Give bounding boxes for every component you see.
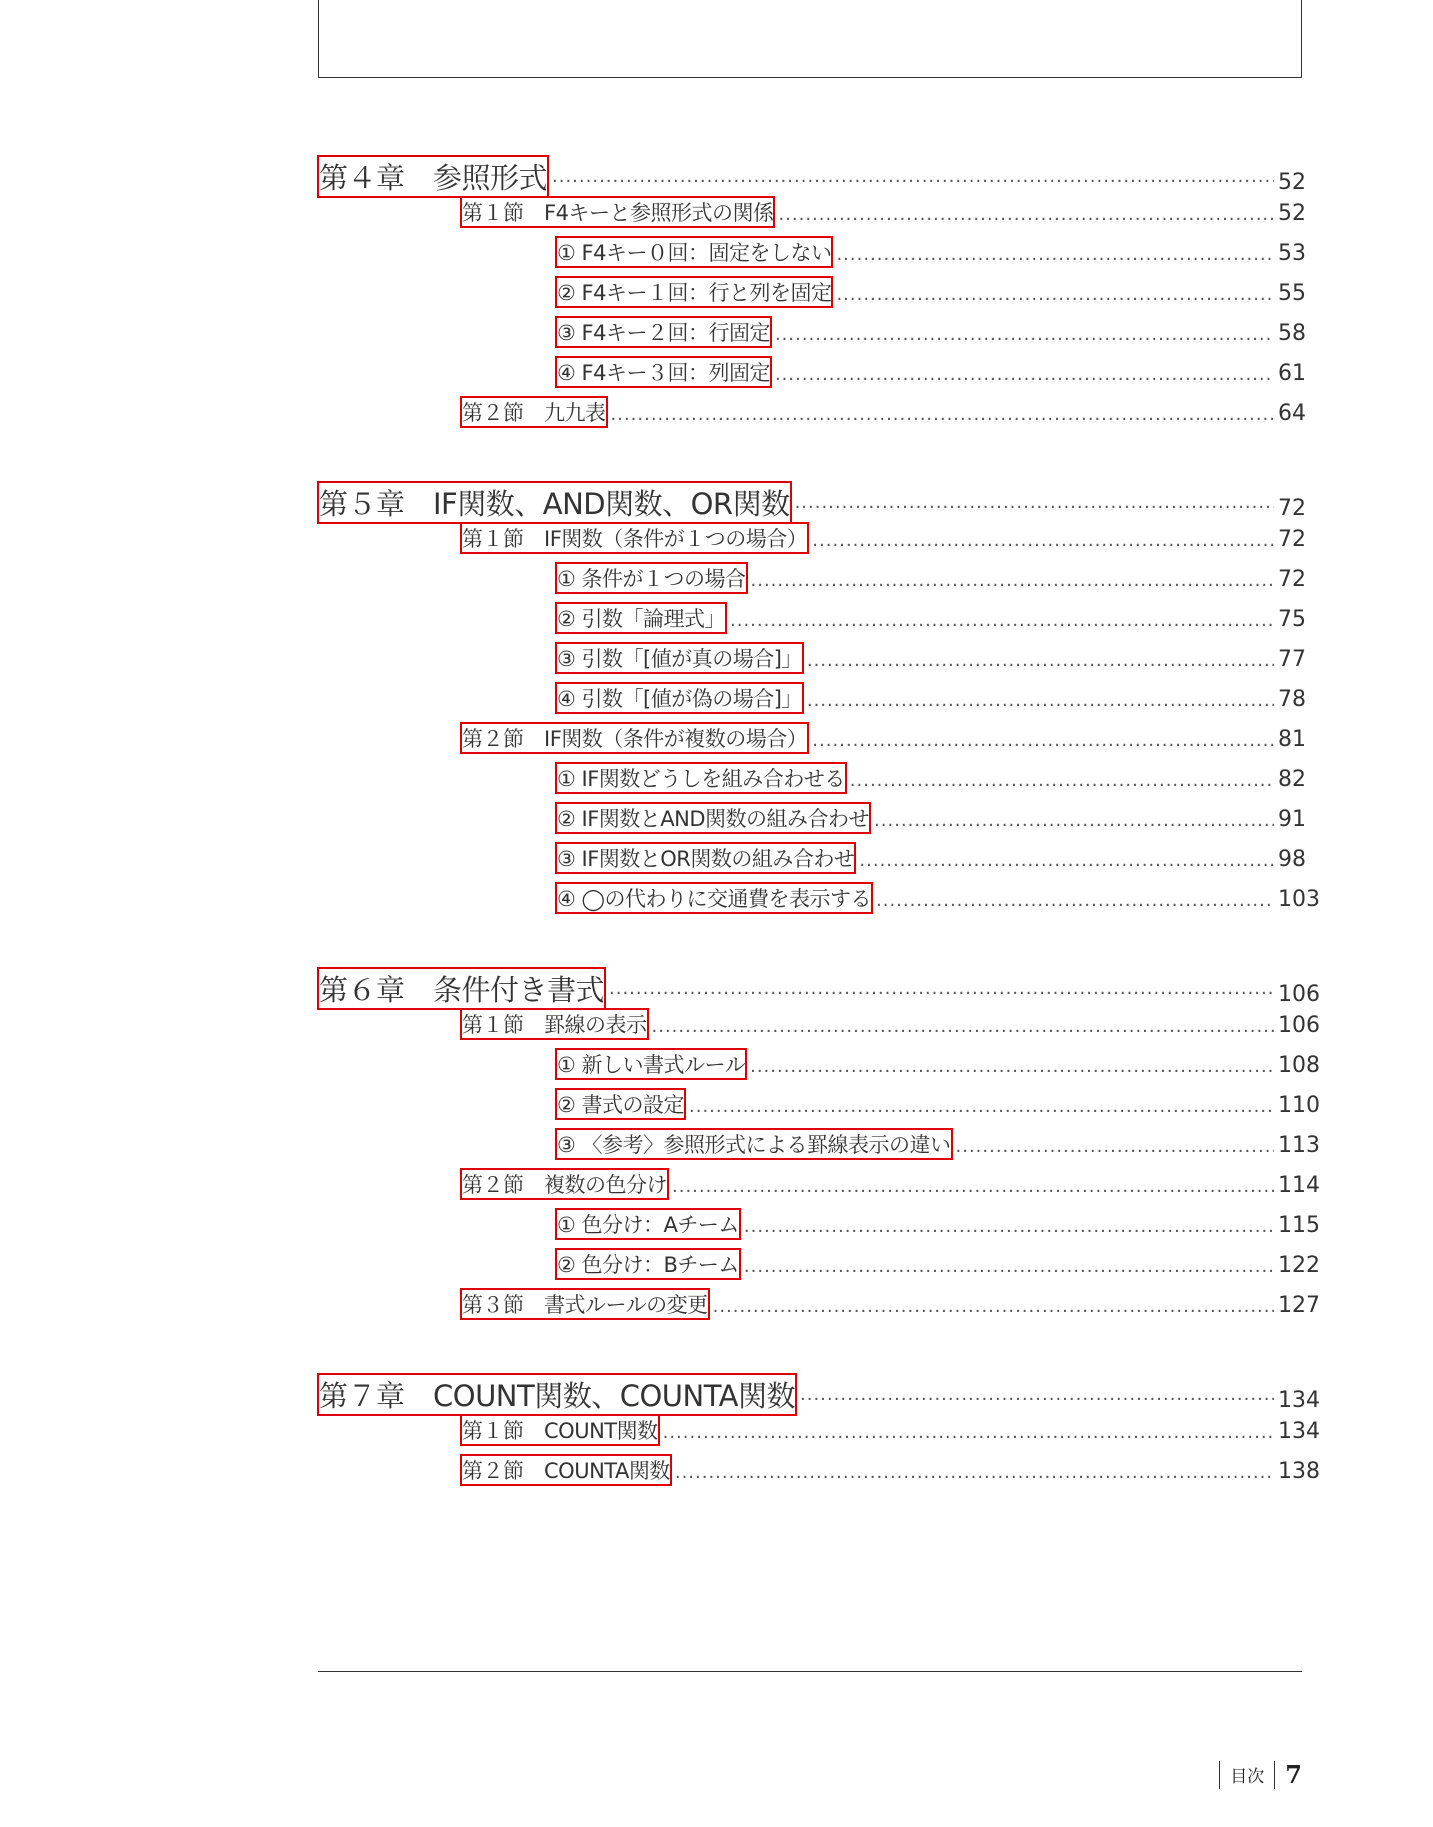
dot-leader	[689, 1096, 1274, 1117]
toc-item-page: 122	[1278, 1253, 1320, 1278]
dot-leader	[730, 610, 1274, 631]
toc-item[interactable]	[318, 277, 1306, 317]
toc-section-page: 134	[1278, 1419, 1320, 1444]
toc-chapter-page: 106	[1278, 982, 1320, 1007]
toc-item-title[interactable]: ② 引数「論理式」	[556, 603, 726, 633]
chapter-group	[318, 1373, 1320, 1495]
toc-chapter-title[interactable]: 第６章 条件付き書式	[318, 968, 605, 1009]
toc-section[interactable]	[318, 1415, 1320, 1455]
toc-item-page: 75	[1278, 607, 1306, 632]
toc-section-page: 106	[1278, 1013, 1320, 1038]
toc-item[interactable]	[318, 603, 1306, 643]
toc-chapter[interactable]	[318, 967, 1320, 1009]
dot-leader	[795, 492, 1274, 513]
toc-section-title[interactable]: 第１節 F4キーと参照形式の関係	[461, 197, 774, 227]
header-box	[318, 0, 1302, 78]
dot-leader	[850, 770, 1274, 791]
toc-item-title[interactable]: ② F4キー１回：行と列を固定	[556, 277, 832, 307]
footer-divider	[1274, 1761, 1275, 1789]
dot-leader	[611, 404, 1275, 425]
toc-section-title[interactable]: 第２節 複数の色分け	[461, 1169, 668, 1199]
footer-label: 目次	[1230, 1767, 1265, 1787]
toc-item-title[interactable]: ② 書式の設定	[556, 1089, 685, 1119]
dot-leader	[876, 890, 1274, 911]
toc-chapter-page: 52	[1278, 170, 1306, 195]
toc-item[interactable]	[318, 1049, 1320, 1089]
dot-leader	[744, 1216, 1274, 1237]
toc-item-page: 55	[1278, 281, 1306, 306]
dot-leader	[552, 166, 1274, 187]
toc-item-title[interactable]: ③ 引数「[値が真の場合]」	[556, 643, 803, 673]
dot-leader	[652, 1016, 1275, 1037]
toc-item[interactable]	[318, 237, 1306, 277]
toc-item-title[interactable]: ④ F4キー３回：列固定	[556, 357, 771, 387]
toc-item-title[interactable]: ② 色分け：Bチーム	[556, 1249, 740, 1279]
dot-leader	[800, 1384, 1274, 1405]
toc-chapter[interactable]	[318, 155, 1306, 197]
toc-chapter-title[interactable]: 第４章 参照形式	[318, 156, 548, 197]
table-of-contents	[318, 155, 1320, 1539]
toc-item[interactable]	[318, 643, 1306, 683]
footer-divider	[1219, 1761, 1220, 1789]
chapter-group	[318, 481, 1320, 923]
toc-item-title[interactable]: ③ IF関数とOR関数の組み合わせ	[556, 843, 855, 873]
toc-item-page: 53	[1278, 241, 1306, 266]
toc-section[interactable]	[318, 1009, 1320, 1049]
chapter-group	[318, 967, 1320, 1329]
dot-leader	[874, 810, 1274, 831]
toc-item-title[interactable]: ③ F4キー２回：行固定	[556, 317, 771, 347]
dot-leader	[750, 1056, 1274, 1077]
toc-section[interactable]	[318, 723, 1306, 763]
dot-leader	[807, 690, 1274, 711]
toc-item-title[interactable]: ① 色分け：Aチーム	[556, 1209, 740, 1239]
toc-section[interactable]	[318, 1169, 1320, 1209]
dot-leader	[836, 244, 1274, 265]
dot-leader	[744, 1256, 1274, 1277]
toc-section[interactable]	[318, 197, 1306, 237]
dot-leader	[713, 1296, 1274, 1317]
toc-item[interactable]	[318, 563, 1306, 603]
dot-leader	[812, 530, 1274, 551]
toc-section-title[interactable]: 第２節 IF関数（条件が複数の場合）	[461, 723, 808, 753]
toc-item-page: 77	[1278, 647, 1306, 672]
toc-item-page: 110	[1278, 1093, 1320, 1118]
toc-item[interactable]	[318, 803, 1306, 843]
toc-item-title[interactable]: ① F4キー０回：固定をしない	[556, 237, 832, 267]
toc-item[interactable]	[318, 317, 1306, 357]
toc-item-title[interactable]: ② IF関数とAND関数の組み合わせ	[556, 803, 870, 833]
toc-item-page: 113	[1278, 1133, 1320, 1158]
toc-item-page: 115	[1278, 1213, 1320, 1238]
toc-section-page: 127	[1278, 1293, 1320, 1318]
toc-section-title[interactable]: 第３節 書式ルールの変更	[461, 1289, 709, 1319]
toc-item[interactable]	[318, 683, 1306, 723]
toc-item-page: 103	[1278, 887, 1320, 912]
toc-item[interactable]	[318, 1129, 1320, 1169]
toc-section[interactable]	[318, 1289, 1320, 1329]
toc-section-page: 81	[1278, 727, 1306, 752]
toc-item-page: 72	[1278, 567, 1306, 592]
toc-chapter[interactable]	[318, 481, 1306, 523]
toc-item-page: 82	[1278, 767, 1306, 792]
toc-item-title[interactable]: ① 新しい書式ルール	[556, 1049, 746, 1079]
toc-item[interactable]	[318, 1249, 1320, 1289]
toc-section-title[interactable]: 第１節 IF関数（条件が１つの場合）	[461, 523, 808, 553]
dot-leader	[836, 284, 1274, 305]
toc-section-title[interactable]: 第１節 罫線の表示	[461, 1009, 648, 1039]
toc-section[interactable]	[318, 1455, 1320, 1495]
toc-chapter-page: 134	[1278, 1388, 1320, 1413]
toc-item[interactable]	[318, 763, 1306, 803]
toc-item-page: 98	[1278, 847, 1306, 872]
toc-item-page: 58	[1278, 321, 1306, 346]
dot-leader	[812, 730, 1274, 751]
dot-leader	[751, 570, 1274, 591]
toc-item-page: 108	[1278, 1053, 1320, 1078]
toc-item[interactable]	[318, 843, 1306, 883]
toc-item-page: 61	[1278, 361, 1306, 386]
toc-section-page: 64	[1278, 401, 1306, 426]
toc-item-page: 91	[1278, 807, 1306, 832]
toc-item[interactable]	[318, 1209, 1320, 1249]
toc-item-title[interactable]: ④ 引数「[値が偽の場合]」	[556, 683, 803, 713]
bottom-rule	[318, 1671, 1302, 1672]
dot-leader	[859, 850, 1274, 871]
toc-section[interactable]	[318, 397, 1306, 437]
dot-leader	[778, 204, 1274, 225]
toc-item[interactable]	[318, 357, 1306, 397]
toc-item-title[interactable]: ④ ◯の代わりに交通費を表示する	[556, 883, 872, 913]
toc-section-page: 72	[1278, 527, 1306, 552]
dot-leader	[807, 650, 1274, 671]
toc-section-title[interactable]: 第１節 COUNT関数	[461, 1415, 659, 1445]
toc-item-title[interactable]: ① 条件が１つの場合	[556, 563, 747, 593]
toc-item[interactable]	[318, 883, 1320, 923]
toc-section-title[interactable]: 第２節 COUNTA関数	[461, 1455, 671, 1485]
page-footer	[1209, 1760, 1302, 1789]
chapter-group	[318, 155, 1306, 437]
toc-section-title[interactable]: 第２節 九九表	[461, 397, 607, 427]
toc-item-page: 78	[1278, 687, 1306, 712]
toc-chapter[interactable]	[318, 1373, 1320, 1415]
toc-chapter-page: 72	[1278, 496, 1306, 521]
toc-item-title[interactable]: ① IF関数どうしを組み合わせる	[556, 763, 846, 793]
toc-section-page: 52	[1278, 201, 1306, 226]
dot-leader	[775, 324, 1274, 345]
toc-item-title[interactable]: ③ 〈参考〉参照形式による罫線表示の違い	[556, 1129, 952, 1159]
toc-item[interactable]	[318, 1089, 1320, 1129]
dot-leader	[956, 1136, 1275, 1157]
toc-section-page: 114	[1278, 1173, 1320, 1198]
toc-section[interactable]	[318, 523, 1306, 563]
dot-leader	[675, 1462, 1274, 1483]
page-number: 7	[1285, 1760, 1302, 1789]
dot-leader	[609, 978, 1274, 999]
dot-leader	[672, 1176, 1274, 1197]
dot-leader	[775, 364, 1274, 385]
toc-chapter-title[interactable]: 第５章 IF関数、AND関数、OR関数	[318, 482, 791, 523]
dot-leader	[663, 1422, 1274, 1443]
toc-section-page: 138	[1278, 1459, 1320, 1484]
toc-chapter-title[interactable]: 第７章 COUNT関数、COUNTA関数	[318, 1374, 796, 1415]
